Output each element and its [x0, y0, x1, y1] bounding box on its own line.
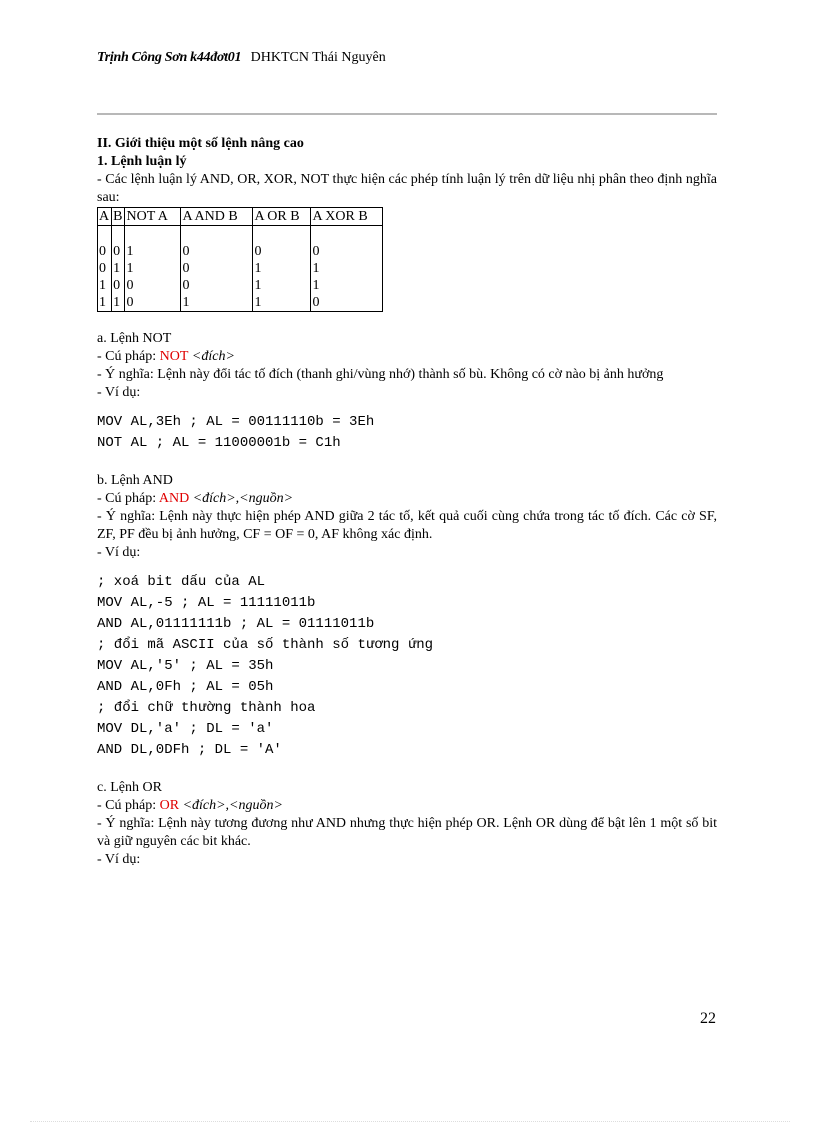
page-content — [97, 135, 717, 869]
not-example-label: - Ví dụ: — [97, 385, 141, 400]
table-column-cell: 0 1 1 0 — [311, 226, 383, 312]
not-code-line: NOT AL ; AL = 11000001b = C1h — [97, 435, 341, 451]
table-column-cell: 0 1 1 1 — [253, 226, 311, 312]
or-meaning: - Ý nghĩa: Lệnh này tương đương như AND nhưng thực hiện phép OR. Lệnh OR dùng để bật lên 1 một số bit và giữ nguyên các bit khác. — [97, 816, 717, 849]
table-header-cell: B — [112, 208, 125, 226]
not-code-line: MOV AL,3Eh ; AL = 00111110b = 3Eh — [97, 414, 375, 430]
and-code-line: ; đổi mã ASCII của số thành số tương ứng — [97, 637, 434, 653]
and-code-line: MOV DL,'a' ; DL = 'a' — [97, 721, 274, 737]
and-meaning: - Ý nghĩa: Lệnh này thực hiện phép AND giữa 2 tác tố, kết quả cuối cùng chứa trong tác tố đích. Các cờ SF, ZF, PF đều bị ảnh hưởng, CF = OF = 0, AF không xác định. — [97, 509, 717, 542]
page-header — [97, 50, 386, 66]
and-title: b. Lệnh AND — [97, 473, 173, 488]
and-example-label: - Ví dụ: — [97, 545, 141, 560]
header-divider — [97, 113, 717, 115]
or-keyword: OR — [159, 798, 180, 813]
header-organization: DHKTCN Thái Nguyên — [250, 50, 386, 65]
table-column-cell: 1 1 0 0 — [125, 226, 181, 312]
and-code-line: ; đổi chữ thường thành hoa — [97, 700, 316, 716]
truth-table-header — [98, 208, 383, 226]
table-header-cell: A OR B — [253, 208, 311, 226]
table-header-cell: A AND B — [181, 208, 253, 226]
truth-table — [97, 207, 383, 312]
and-code-line: AND DL,0DFh ; DL = 'A' — [97, 742, 282, 758]
table-header-cell: NOT A — [125, 208, 181, 226]
or-title: c. Lệnh OR — [97, 780, 162, 795]
and-code-line: MOV AL,'5' ; AL = 35h — [97, 658, 274, 674]
page-number: 22 — [700, 1010, 716, 1027]
not-title: a. Lệnh NOT — [97, 331, 172, 346]
or-example-label: - Ví dụ: — [97, 852, 141, 867]
not-keyword: NOT — [159, 349, 189, 364]
not-syntax: - Cú pháp: NOT <đích> — [97, 349, 235, 364]
section-title: II. Giới thiệu một số lệnh nâng cao — [97, 136, 304, 151]
footer-divider — [30, 1121, 790, 1122]
and-keyword: AND — [158, 491, 190, 506]
and-code-line: MOV AL,-5 ; AL = 11111011b — [97, 595, 316, 611]
subsection-title: 1. Lệnh luận lý — [97, 154, 187, 169]
and-code-line: ; xoá bit dấu của AL — [97, 574, 266, 590]
or-syntax: - Cú pháp: OR <đích>,<nguồn> — [97, 798, 283, 813]
and-code-line: AND AL,01111111b ; AL = 01111011b — [97, 616, 375, 632]
truth-table-body — [98, 226, 383, 312]
table-header-cell: A XOR B — [311, 208, 383, 226]
table-column-cell: 0 1 0 1 — [112, 226, 125, 312]
table-header-cell: A — [98, 208, 112, 226]
and-syntax: - Cú pháp: AND <đích>,<nguồn> — [97, 491, 294, 506]
table-column-cell: 0 0 1 1 — [98, 226, 112, 312]
and-code-line: AND AL,0Fh ; AL = 05h — [97, 679, 274, 695]
header-author: Trịnh Công Sơn k44đơt01 — [97, 50, 242, 65]
intro-paragraph: - Các lệnh luận lý AND, OR, XOR, NOT thực hiện các phép tính luận lý trên dữ liệu nhị phân theo định nghĩa sau: — [97, 172, 717, 205]
table-column-cell: 0 0 0 1 — [181, 226, 253, 312]
not-meaning: - Ý nghĩa: Lệnh này đổi tác tố đích (thanh ghi/vùng nhớ) thành số bù. Không có cờ nào bị ảnh hưởng — [97, 367, 664, 382]
